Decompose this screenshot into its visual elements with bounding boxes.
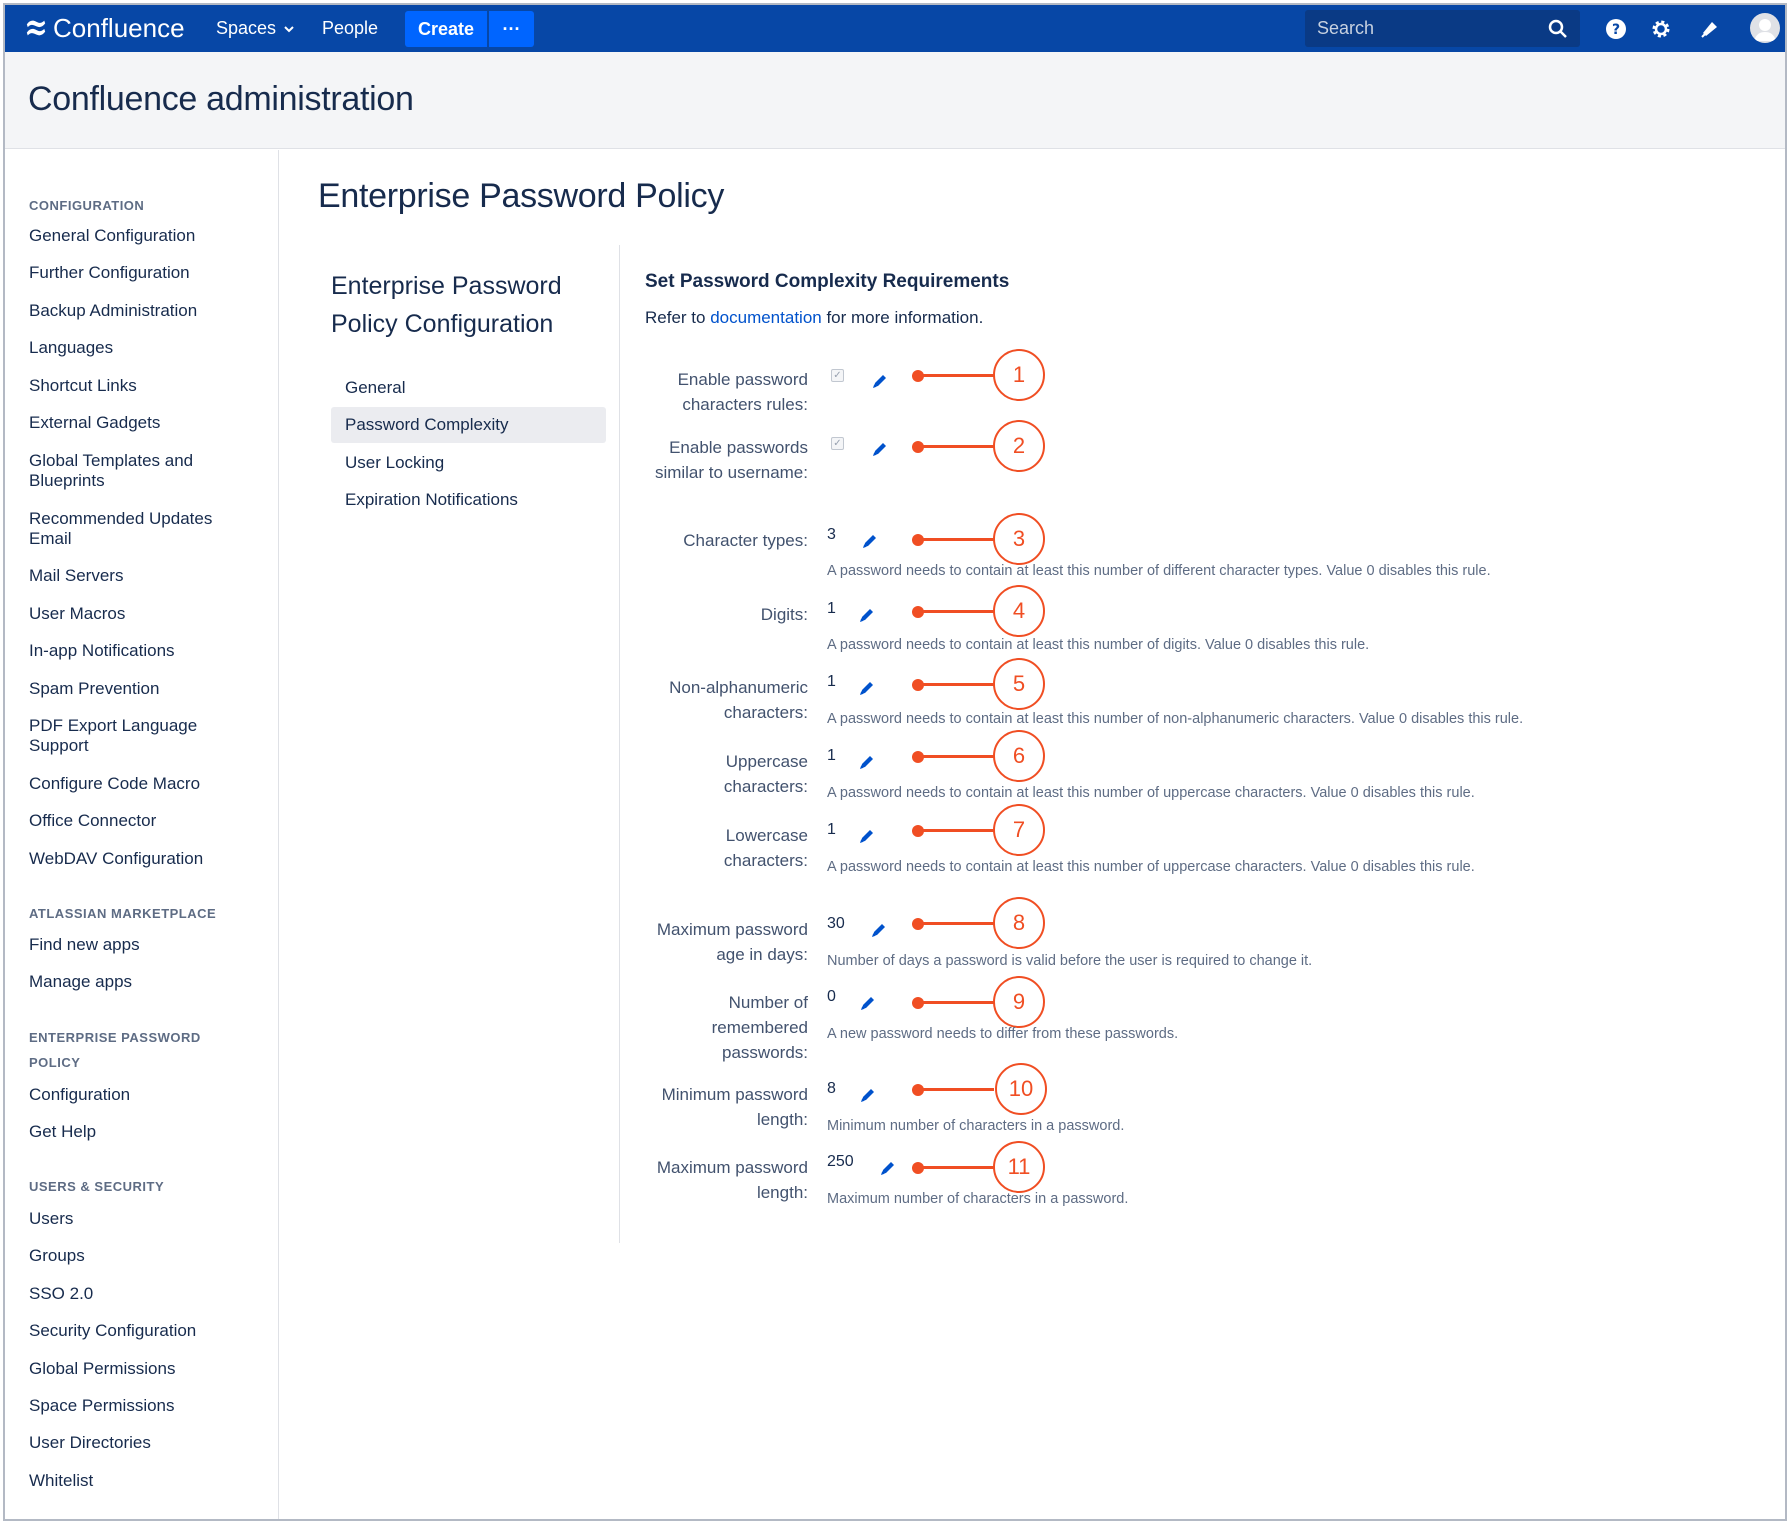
confluence-logo-icon — [25, 17, 47, 39]
subnav-password-complexity[interactable]: Password Complexity — [331, 407, 606, 443]
min-password-length-value[interactable]: 8 — [827, 1080, 836, 1097]
edit-pencil-icon[interactable] — [861, 532, 879, 550]
sidebar-item-spam-prevention[interactable]: Spam Prevention — [29, 679, 160, 698]
field-label-character-types: Character types: — [683, 531, 808, 550]
edit-pencil-icon[interactable] — [859, 1086, 877, 1104]
callout-marker: 9 — [993, 976, 1045, 1028]
edit-pencil-icon[interactable] — [858, 606, 876, 624]
field-label-max-password-age: Maximum password age in days: — [656, 920, 808, 964]
people-label: People — [322, 18, 379, 38]
callout-line — [918, 1166, 994, 1169]
subnav-user-locking[interactable]: User Locking — [345, 453, 445, 472]
callout-line — [918, 610, 994, 613]
callout-line — [918, 683, 994, 686]
digits-value[interactable]: 1 — [827, 600, 836, 617]
gear-icon[interactable] — [1650, 18, 1672, 40]
sidebar-item-further-configuration[interactable]: Further Configuration — [29, 263, 190, 282]
sidebar-item-whitelist[interactable]: Whitelist — [29, 1471, 94, 1490]
documentation-link[interactable]: documentation — [710, 308, 822, 327]
field-label-enable-passwords-similar: Enable passwords similar to username: — [654, 438, 808, 482]
search-input[interactable] — [1305, 10, 1580, 47]
top-navigation-bar — [5, 5, 1785, 52]
callout-line — [918, 538, 994, 541]
chevron-down-icon — [284, 24, 294, 34]
field-label-uppercase: Uppercase characters: — [723, 752, 808, 796]
spaces-menu[interactable] — [216, 5, 294, 52]
sidebar-item-pdf-export-language-support[interactable]: PDF Export Language Support — [29, 716, 198, 755]
uppercase-help: A password needs to contain at least this number of uppercase characters. Value 0 disables this rule. — [827, 785, 1475, 801]
sidebar-item-external-gadgets[interactable]: External Gadgets — [29, 413, 161, 432]
sidebar-item-shortcut-links[interactable]: Shortcut Links — [29, 376, 137, 395]
edit-pencil-icon[interactable] — [871, 440, 889, 458]
lowercase-value[interactable]: 1 — [827, 821, 836, 838]
character-types-value[interactable]: 3 — [827, 526, 836, 543]
callout-marker: 7 — [993, 804, 1045, 856]
subnav-expiration-notifications[interactable]: Expiration Notifications — [345, 490, 518, 509]
edit-pencil-icon[interactable] — [879, 1159, 897, 1177]
app-name: Confluence — [53, 12, 185, 43]
notifications-icon[interactable] — [1699, 18, 1721, 40]
edit-pencil-icon[interactable] — [871, 372, 889, 390]
sidebar-item-space-permissions[interactable]: Space Permissions — [29, 1396, 175, 1415]
field-label-max-password-length: Maximum password length: — [656, 1158, 808, 1202]
sidebar-item-user-macros[interactable]: User Macros — [29, 604, 126, 623]
page-title: Enterprise Password Policy — [318, 177, 725, 215]
field-label-min-password-length: Minimum password length: — [661, 1085, 808, 1129]
sidebar-item-manage-apps[interactable]: Manage apps — [29, 972, 133, 991]
sidebar-item-backup-administration[interactable]: Backup Administration — [29, 301, 198, 320]
callout-marker: 3 — [993, 513, 1045, 565]
sidebar-item-in-app-notifications[interactable]: In-app Notifications — [29, 641, 175, 660]
admin-header — [5, 52, 1785, 149]
callout-line — [918, 829, 994, 832]
callout-marker: 4 — [993, 585, 1045, 637]
non-alphanumeric-help: A password needs to contain at least this number of non-alphanumeric characters. Value 0 disables this rule. — [827, 711, 1524, 727]
edit-pencil-icon[interactable] — [870, 921, 888, 939]
callout-line — [918, 922, 994, 925]
create-button[interactable]: Create — [405, 11, 487, 47]
edit-pencil-icon[interactable] — [858, 679, 876, 697]
sidebar-item-get-help[interactable]: Get Help — [29, 1122, 97, 1141]
non-alphanumeric-value[interactable]: 1 — [827, 673, 836, 690]
callout-marker: 1 — [993, 349, 1045, 401]
callout-line — [918, 1001, 994, 1004]
remembered-passwords-help: A new password needs to differ from these passwords. — [827, 1026, 1179, 1042]
field-label-non-alphanumeric: Non-alphanumeric characters: — [669, 678, 808, 722]
refer-suffix: for more information. — [821, 308, 984, 327]
field-label-lowercase: Lowercase characters: — [723, 826, 808, 870]
enable-password-characters-rules-checkbox[interactable] — [831, 369, 844, 382]
spaces-label: Spaces — [216, 18, 277, 38]
callout-marker: 2 — [993, 420, 1045, 472]
max-password-age-help: Number of days a password is valid before the user is required to change it. — [827, 953, 1313, 969]
digits-help: A password needs to contain at least this number of digits. Value 0 disables this rule. — [827, 637, 1370, 653]
sidebar-heading-atlassian-marketplace: ATLASSIAN MARKETPLACE — [29, 906, 217, 921]
callout-marker: 6 — [993, 730, 1045, 782]
sidebar-item-find-new-apps[interactable]: Find new apps — [29, 935, 140, 954]
lowercase-help: A password needs to contain at least this number of uppercase characters. Value 0 disables this rule. — [827, 859, 1475, 875]
admin-title: Confluence administration — [28, 80, 414, 118]
more-create-button[interactable]: ··· — [489, 11, 534, 47]
max-password-age-value[interactable]: 30 — [827, 915, 845, 932]
sidebar-item-global-templates[interactable]: Global Templates and Blueprints — [29, 451, 194, 490]
sidebar-item-general-configuration[interactable]: General Configuration — [29, 226, 196, 245]
edit-pencil-icon[interactable] — [858, 827, 876, 845]
min-password-length-help: Minimum number of characters in a password. — [827, 1118, 1125, 1134]
admin-sidebar — [5, 150, 279, 1521]
edit-pencil-icon[interactable] — [859, 994, 877, 1012]
remembered-passwords-value[interactable]: 0 — [827, 988, 836, 1005]
enable-passwords-similar-checkbox[interactable] — [831, 437, 844, 450]
app-window — [3, 3, 1787, 1521]
max-password-length-value[interactable]: 250 — [827, 1153, 854, 1170]
callout-marker: 10 — [995, 1063, 1047, 1115]
sidebar-heading-configuration: CONFIGURATION — [29, 198, 145, 213]
field-label-remembered-passwords: Number of remembered passwords: — [711, 993, 808, 1062]
refer-text — [645, 308, 983, 328]
help-icon[interactable] — [1605, 18, 1627, 40]
svg-text:?: ? — [1611, 22, 1621, 38]
callout-line — [918, 374, 994, 377]
callout-line — [918, 445, 994, 448]
search-placeholder: Search — [1317, 18, 1375, 38]
callout-marker: 8 — [993, 897, 1045, 949]
uppercase-value[interactable]: 1 — [827, 747, 836, 764]
character-types-help: A password needs to contain at least this number of different character types. Value 0 disables this rule. — [827, 563, 1491, 579]
sidebar-heading-users-security: USERS & SECURITY — [29, 1179, 165, 1194]
search-icon[interactable] — [1548, 19, 1568, 39]
sidebar-item-user-directories[interactable]: User Directories — [29, 1433, 151, 1452]
sidebar-item-office-connector[interactable]: Office Connector — [29, 811, 157, 830]
sidebar-item-configure-code-macro[interactable]: Configure Code Macro — [29, 774, 201, 793]
avatar[interactable] — [1750, 13, 1780, 43]
sidebar-item-sso[interactable]: SSO 2.0 — [29, 1284, 94, 1303]
subnav-general[interactable]: General — [345, 378, 406, 397]
callout-marker: 11 — [993, 1141, 1045, 1193]
sidebar-item-security-configuration[interactable]: Security Configuration — [29, 1321, 197, 1340]
edit-pencil-icon[interactable] — [858, 753, 876, 771]
callout-line — [918, 755, 994, 758]
sidebar-item-mail-servers[interactable]: Mail Servers — [29, 566, 124, 585]
section-title: Set Password Complexity Requirements — [645, 271, 1010, 292]
callout-line — [918, 1088, 994, 1091]
sidebar-item-recommended-updates-email[interactable]: Recommended Updates Email — [29, 509, 213, 548]
callout-marker: 5 — [993, 658, 1045, 710]
sidebar-item-groups[interactable]: Groups — [29, 1246, 85, 1265]
max-password-length-help: Maximum number of characters in a password. — [827, 1191, 1129, 1207]
sidebar-heading-enterprise-password-policy: ENTERPRISE PASSWORD POLICY — [29, 1030, 201, 1070]
checkmark-icon: ✓ — [833, 438, 842, 449]
field-label-enable-password-characters-rules: Enable password characters rules: — [677, 370, 808, 414]
confluence-logo[interactable] — [25, 12, 185, 44]
refer-prefix: Refer to — [645, 308, 711, 327]
sidebar-item-epp-configuration[interactable]: Configuration — [29, 1085, 131, 1104]
sidebar-item-webdav-configuration[interactable]: WebDAV Configuration — [29, 849, 204, 868]
checkmark-icon: ✓ — [833, 370, 842, 381]
content-divider — [619, 245, 620, 1243]
config-title: Enterprise Password Policy Configuration — [331, 272, 562, 338]
field-label-digits: Digits: — [760, 605, 808, 624]
sidebar-item-global-permissions[interactable]: Global Permissions — [29, 1359, 176, 1378]
sidebar-item-languages[interactable]: Languages — [29, 338, 114, 357]
user-avatar-icon — [1750, 13, 1780, 43]
people-link[interactable] — [322, 5, 378, 52]
sidebar-item-users[interactable]: Users — [29, 1209, 74, 1228]
